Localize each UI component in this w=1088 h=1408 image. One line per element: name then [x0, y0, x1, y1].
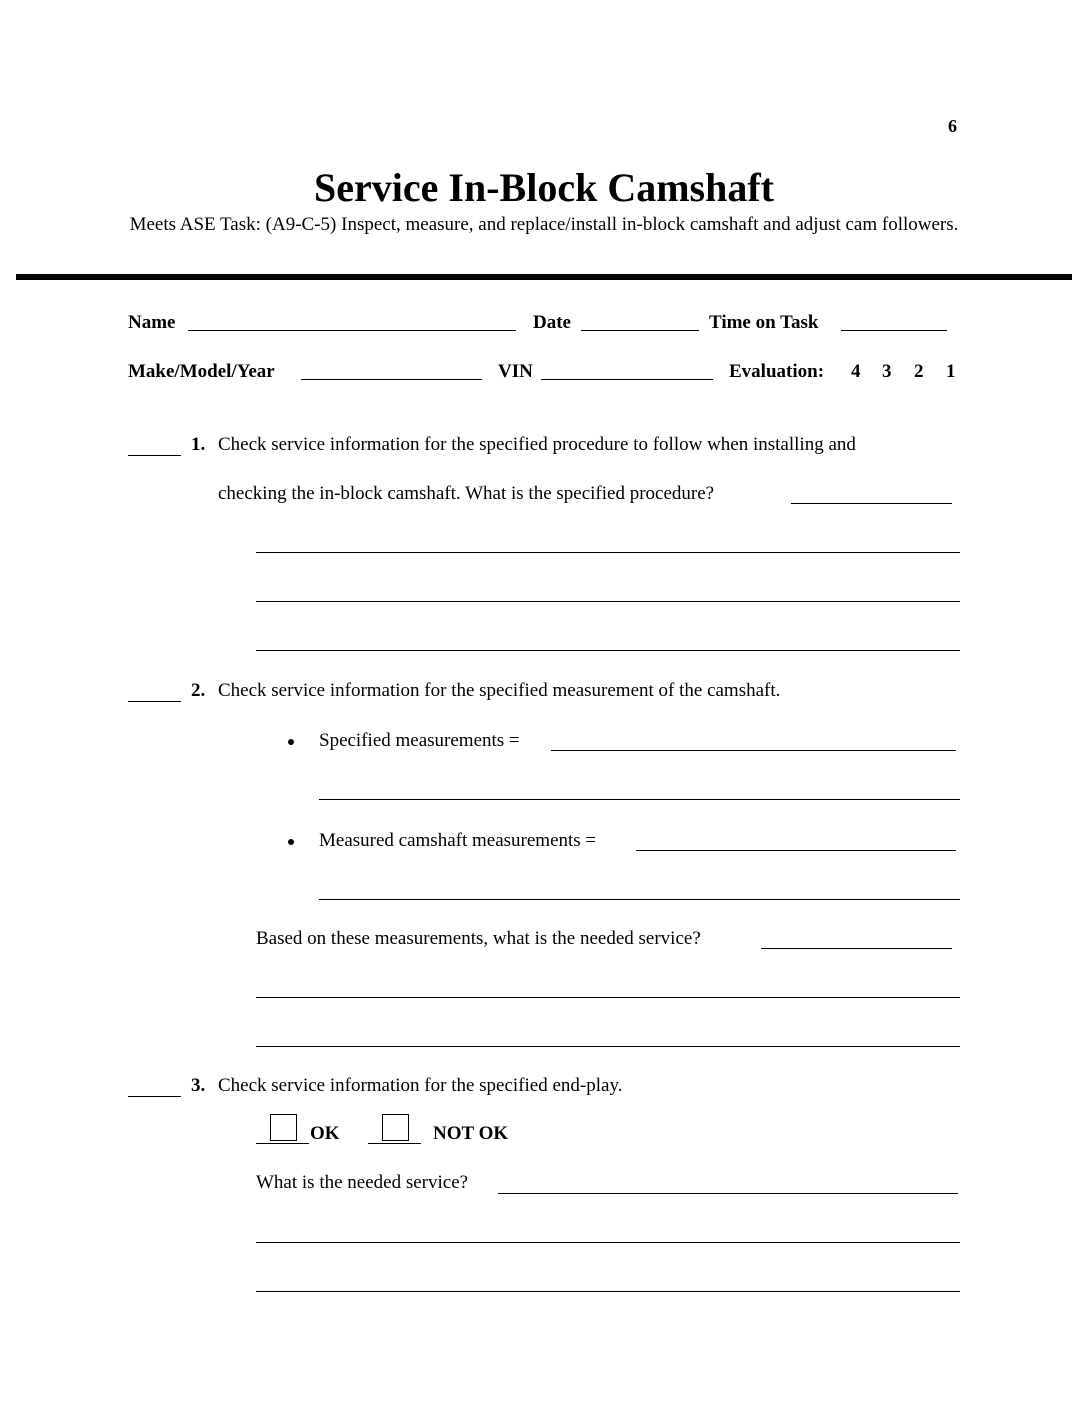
task-2-measured-line-0[interactable]	[636, 850, 956, 851]
task-3-service-line-0[interactable]	[498, 1193, 958, 1194]
task-1-text-line1: Check service information for the specified procedure to follow when installing and	[218, 434, 856, 455]
task-2-bullet-measured: Measured camshaft measurements =	[319, 830, 597, 851]
page-number: 6	[948, 116, 957, 136]
evaluation-score-1[interactable]: 1	[946, 361, 956, 382]
task-1-score-blank[interactable]	[128, 455, 181, 456]
task-3-question: What is the needed service?	[256, 1172, 469, 1193]
task-2-service-line-2[interactable]	[256, 1046, 960, 1047]
date-label: Date	[533, 312, 571, 333]
task-2-question: Based on these measurements, what is the needed service?	[256, 928, 701, 949]
task-1-answer-line-0[interactable]	[791, 503, 952, 504]
name-label: Name	[128, 312, 176, 333]
task-2-measured-line-1[interactable]	[319, 899, 960, 900]
evaluation-score-4[interactable]: 4	[851, 361, 861, 382]
task-2-text: Check service information for the specified measurement of the camshaft.	[218, 680, 781, 701]
evaluation-score-3[interactable]: 3	[882, 361, 892, 382]
not-ok-checkbox[interactable]	[382, 1114, 409, 1141]
bullet-icon	[288, 739, 294, 745]
task-2-specified-line-0[interactable]	[551, 750, 956, 751]
task-3-score-blank[interactable]	[128, 1096, 181, 1097]
time-on-task-label: Time on Task	[709, 312, 819, 333]
header-rule	[16, 274, 1072, 280]
page-subtitle: Meets ASE Task: (A9-C-5) Inspect, measure, and replace/install in-block camshaft and adjust cam followers.	[129, 214, 959, 235]
task-3-service-line-2[interactable]	[256, 1291, 960, 1292]
ok-label: OK	[310, 1123, 340, 1144]
ok-checkbox[interactable]	[270, 1114, 297, 1141]
task-1-answer-line-2[interactable]	[256, 601, 960, 602]
task-2-service-line-1[interactable]	[256, 997, 960, 998]
evaluation-label: Evaluation:	[729, 361, 825, 382]
make-model-year-field[interactable]	[301, 379, 482, 380]
not-ok-blank	[368, 1143, 421, 1144]
time-on-task-field[interactable]	[841, 330, 947, 331]
vin-label: VIN	[498, 361, 533, 382]
evaluation-score-2[interactable]: 2	[914, 361, 924, 382]
vin-field[interactable]	[541, 379, 713, 380]
bullet-icon	[288, 839, 294, 845]
make-model-year-label: Make/Model/Year	[128, 361, 275, 382]
task-3-number: 3.	[191, 1075, 206, 1096]
page-title: Service In-Block Camshaft	[314, 165, 774, 210]
ok-blank	[256, 1143, 309, 1144]
task-2-number: 2.	[191, 680, 206, 701]
task-3-service-line-1[interactable]	[256, 1242, 960, 1243]
task-2-specified-line-1[interactable]	[319, 799, 960, 800]
task-2-service-line-0[interactable]	[761, 948, 952, 949]
name-field[interactable]	[188, 330, 516, 331]
task-1-text-line2: checking the in-block camshaft. What is the specified procedure?	[218, 483, 715, 504]
task-3-text: Check service information for the specified end-play.	[218, 1075, 623, 1096]
date-field[interactable]	[581, 330, 699, 331]
task-1-number: 1.	[191, 434, 206, 455]
task-1-answer-line-3[interactable]	[256, 650, 960, 651]
task-1-answer-line-1[interactable]	[256, 552, 960, 553]
not-ok-label: NOT OK	[433, 1123, 509, 1144]
task-2-score-blank[interactable]	[128, 701, 181, 702]
task-2-bullet-specified: Specified measurements =	[319, 730, 520, 751]
